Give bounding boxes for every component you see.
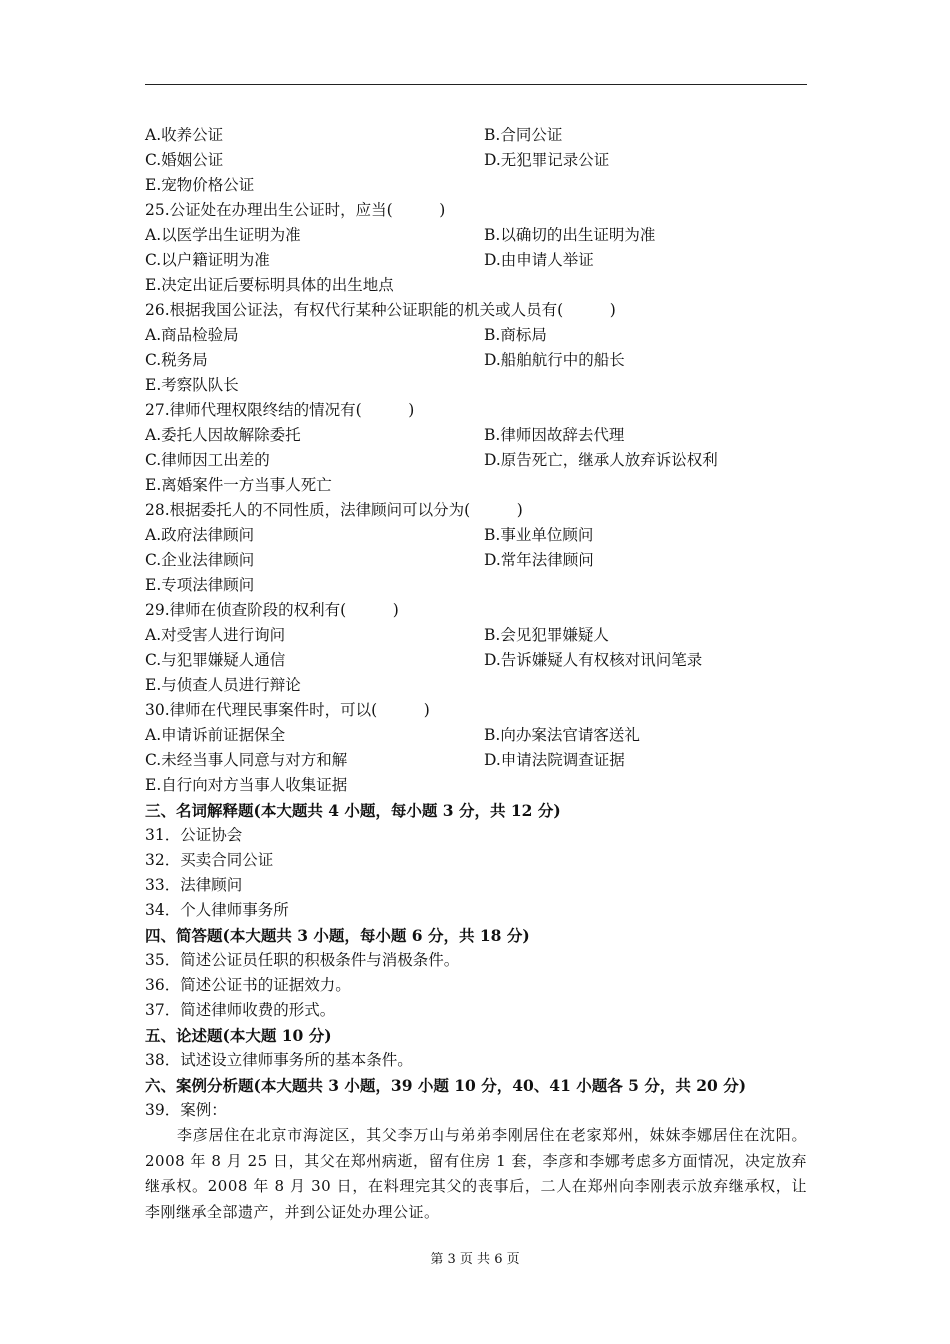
- option-a: A.以医学出生证明为准: [145, 226, 301, 244]
- option-a: A.对受害人进行询问: [145, 626, 286, 644]
- question-stem: 30.律师在代理民事案件时，可以( ): [145, 701, 430, 719]
- option-c: C.税务局: [145, 351, 208, 369]
- option-d: D.由申请人举证: [484, 251, 594, 269]
- question-item: 31．公证协会: [145, 826, 243, 844]
- option-b: B.合同公证: [484, 126, 563, 144]
- question-stem: 26.根据我国公证法，有权代行某种公证职能的机关或人员有( ): [145, 301, 616, 319]
- option-e: E.自行向对方当事人收集证据: [145, 776, 348, 794]
- option-e: E.专项法律顾问: [145, 576, 255, 594]
- question-item: 36．简述公证书的证据效力。: [145, 976, 351, 994]
- option-d: D.申请法院调查证据: [484, 751, 625, 769]
- option-d: D.原告死亡，继承人放弃诉讼权利: [484, 451, 718, 469]
- option-row: [145, 548, 807, 573]
- option-row: [145, 723, 807, 748]
- option-e: E.离婚案件一方当事人死亡: [145, 476, 332, 494]
- section-heading: 四、简答题(本大题共 3 小题，每小题 6 分，共 18 分): [145, 926, 530, 945]
- option-row: [145, 648, 807, 673]
- option-c: C.以户籍证明为准: [145, 251, 270, 269]
- option-row: [145, 148, 807, 173]
- question-item: 35．简述公证员任职的积极条件与消极条件。: [145, 951, 460, 969]
- question-item: 34．个人律师事务所: [145, 901, 289, 919]
- question-stem: 25.公证处在办理出生公证时，应当( ): [145, 201, 446, 219]
- case-paragraph: 李彦居住在北京市海淀区，其父李万山与弟弟李刚居住在老家郑州，妹妹李娜居住在沈阳。2008 年 8 月 25 日，其父在郑州病逝，留有住房 1 套，李彦和李娜考虑多方面情况，决定放弃继承权。2008 年 8 月 30 日，在料理完其父的丧事后，二人在郑州向李刚表示放弃继承权，让李刚继承全部遗产，并到公证处办理公证。: [145, 1126, 807, 1221]
- option-d: D.常年法律顾问: [484, 551, 594, 569]
- option-e: E.与侦查人员进行辩论: [145, 676, 301, 694]
- option-d: D.告诉嫌疑人有权核对讯问笔录: [484, 651, 703, 669]
- option-row: [145, 448, 807, 473]
- option-b: B.事业单位顾问: [484, 526, 594, 544]
- option-b: B.以确切的出生证明为准: [484, 226, 656, 244]
- option-row: [145, 523, 807, 548]
- option-e: E.宠物价格公证: [145, 176, 255, 194]
- question-item: 38．试述设立律师事务所的基本条件。: [145, 1051, 413, 1069]
- option-a: A.申请诉前证据保全: [145, 726, 286, 744]
- question-stem: 27.律师代理权限终结的情况有( ): [145, 401, 415, 419]
- option-b: B.会见犯罪嫌疑人: [484, 626, 609, 644]
- question-stem: 28.根据委托人的不同性质，法律顾问可以分为( ): [145, 501, 523, 519]
- option-a: A.商品检验局: [145, 326, 239, 344]
- option-row: [145, 423, 807, 448]
- option-a: A.委托人因故解除委托: [145, 426, 301, 444]
- option-c: C.企业法律顾问: [145, 551, 255, 569]
- option-a: A.收养公证: [145, 126, 224, 144]
- section-heading: 三、名词解释题(本大题共 4 小题，每小题 3 分，共 12 分): [145, 801, 561, 820]
- option-e: E.决定出证后要标明具体的出生地点: [145, 276, 394, 294]
- question-item: 33．法律顾问: [145, 876, 243, 894]
- option-row: [145, 123, 807, 148]
- option-row: [145, 323, 807, 348]
- option-b: B.向办案法官请客送礼: [484, 726, 640, 744]
- option-d: D.无犯罪记录公证: [484, 151, 610, 169]
- option-b: B.商标局: [484, 326, 547, 344]
- option-e: E.考察队队长: [145, 376, 239, 394]
- page-content: [145, 123, 807, 1225]
- page-number: 第 3 页 共 6 页: [430, 1252, 520, 1267]
- option-row: [145, 223, 807, 248]
- option-c: C.婚姻公证: [145, 151, 224, 169]
- option-row: [145, 348, 807, 373]
- option-row: [145, 623, 807, 648]
- option-c: C.未经当事人同意与对方和解: [145, 751, 348, 769]
- option-c: C.与犯罪嫌疑人通信: [145, 651, 286, 669]
- section-heading: 六、案例分析题(本大题共 3 小题，39 小题 10 分，40、41 小题各 5 分，共 20 分): [145, 1076, 747, 1095]
- header-rule: [145, 84, 807, 85]
- option-row: [145, 248, 807, 273]
- option-b: B.律师因故辞去代理: [484, 426, 625, 444]
- option-a: A.政府法律顾问: [145, 526, 255, 544]
- section-heading: 五、论述题(本大题 10 分): [145, 1026, 332, 1045]
- question-item: 37．简述律师收费的形式。: [145, 1001, 336, 1019]
- question-item: 32．买卖合同公证: [145, 851, 274, 869]
- question-item: 39．案例：: [145, 1101, 227, 1119]
- option-row: [145, 748, 807, 773]
- question-stem: 29.律师在侦查阶段的权利有( ): [145, 601, 399, 619]
- option-c: C.律师因工出差的: [145, 451, 270, 469]
- option-d: D.船舶航行中的船长: [484, 351, 625, 369]
